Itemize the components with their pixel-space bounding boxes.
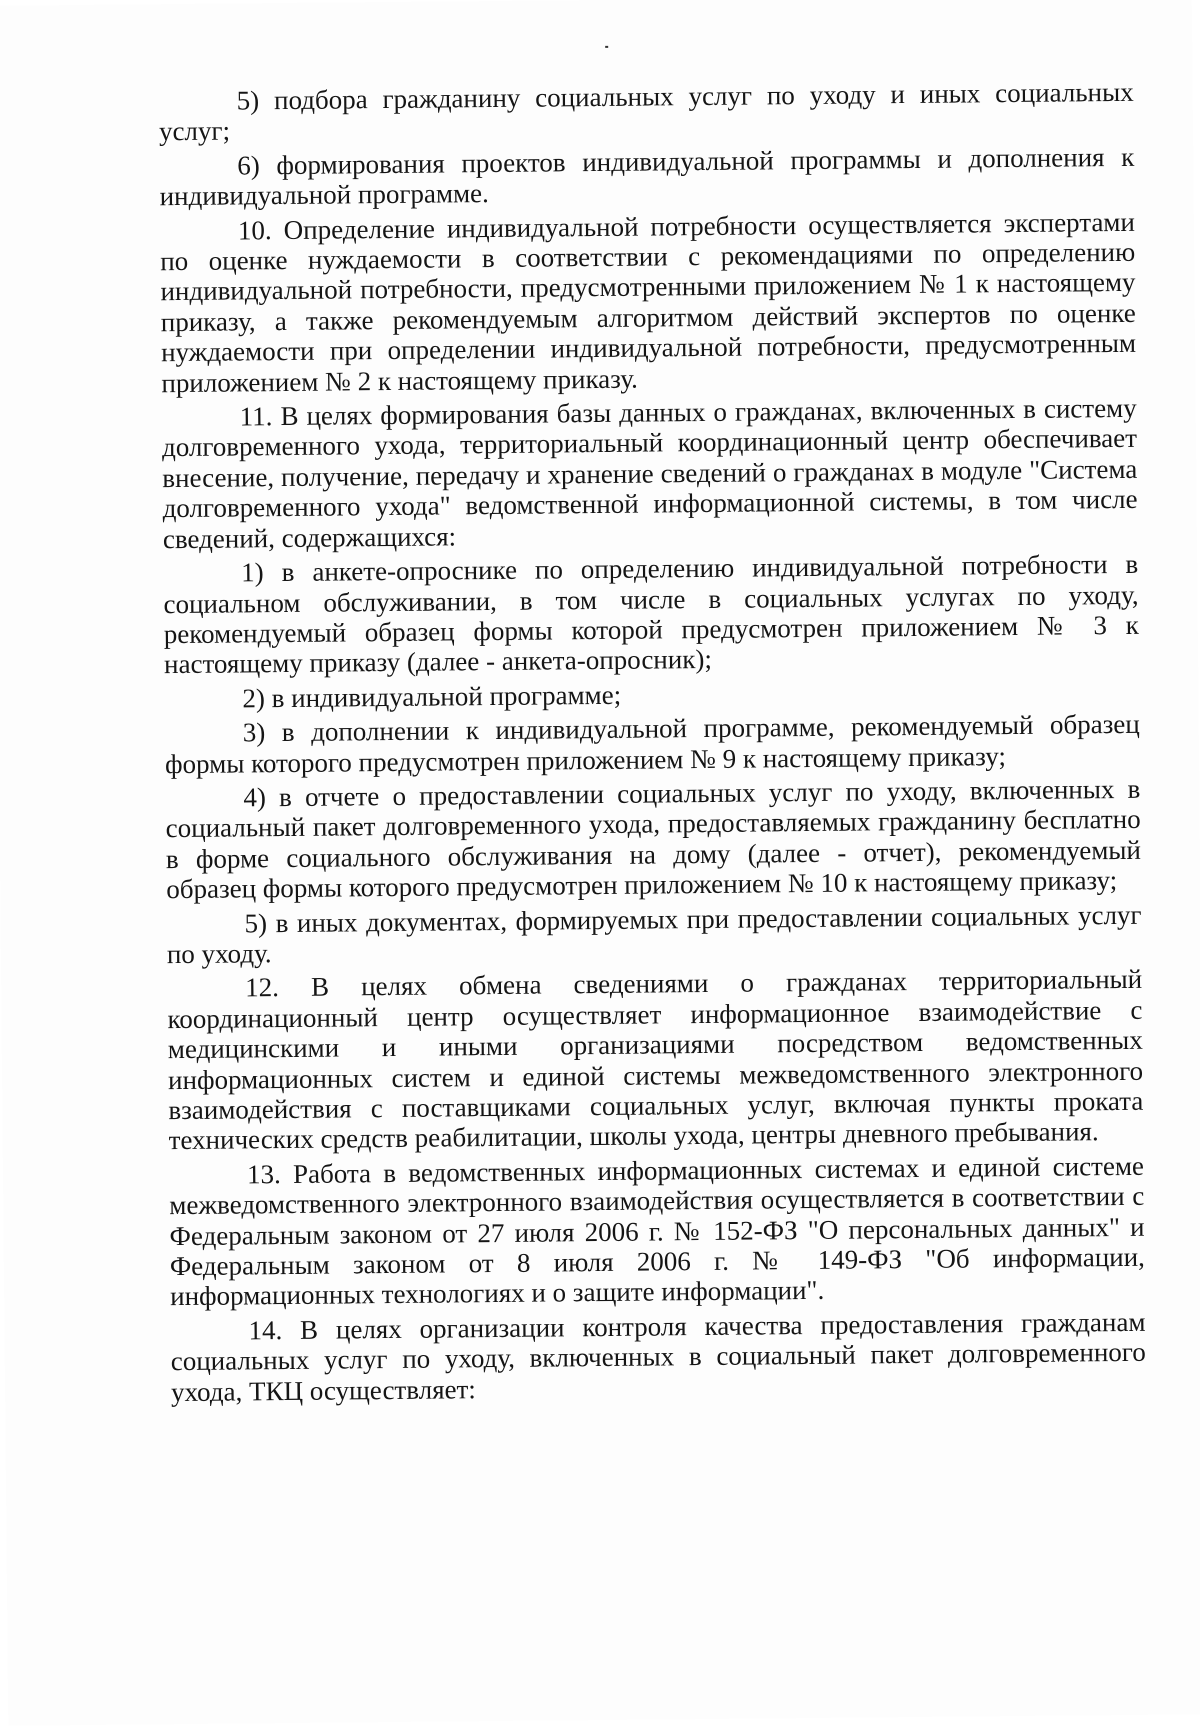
document-body xyxy=(159,77,1147,1411)
clause-11-item-4: 4) в отчете о предоставлении социальных услуг по уходу, включенных в социальный пакет долговременного ухода, предоставляемых гражданину бесплатно в форме социального обслуживания на дому (далее - отчет), рекомендуемый образец формы которого предусмотрен приложением № 10 к настоящему приказу; xyxy=(165,773,1142,905)
clause-10: 10. Определение индивидуальной потребности осуществляется экспертами по оценке нуждаемости в соответствии с рекомендациями по определению индивидуальной потребности, предусмотренными приложением № 1 к настоящему приказу, а также рекомендуемым алгоритмом действий экспертов по оценке нуждаемости при определении индивидуальной потребности, предусмотренным приложением № 2 к настоящему приказу. xyxy=(160,206,1137,398)
clause-13: 13. Работа в ведомственных информационных системах и единой системе межведомственного электронного взаимодействия осуществляется в соответствии с Федеральным законом от 27 июля 2006 г. № 152-ФЗ "О персональных данных" и Федеральным законом от 8 июля 2006 г. № 149-ФЗ "Об информации, информационных технологиях и о защите информации". xyxy=(169,1150,1145,1312)
clause-11-item-3: 3) в дополнении к индивидуальной программе, рекомендуемый образец формы которого предусмотрен приложением № 9 к настоящему приказу; xyxy=(164,708,1140,779)
clause-11-item-2: 2) в индивидуальной программе; xyxy=(242,679,622,714)
clause-11-item-1: 1) в анкете-опроснике по определению индивидуальной потребности в социальном обслуживании, в том числе в социальных услугах по уходу, рекомендуемый образец формы которой предусмотрен приложением № 3 к настоящему приказу (далее - анкета-опросник); xyxy=(163,548,1139,680)
clause-12: 12. В целях обмена сведениями о гражданах территориальный координационный центр осуществляет информационное взаимодействие с медицинскими и иными организациями посредством ведомственных информационных систем и единой системы межведомственного электронного взаимодействия с поставщиками социальных услуг, включая пункты проката технических средств реабилитации, школы ухода, центры дневного пребывания. xyxy=(167,964,1144,1156)
item-5-selection-of-services: 5) подбора гражданину социальных услуг по уходу и иных социальных услуг; xyxy=(158,76,1134,147)
clause-11-item-5: 5) в иных документах, формируемых при предоставлении социальных услуг по уходу. xyxy=(166,899,1142,970)
clause-14: 14. В целях организации контроля качества предоставления гражданам социальных услуг по уходу, включенных в социальный пакет долговременного ухода, ТКЦ осуществляет: xyxy=(170,1306,1146,1407)
clause-11: 11. В целях формирования базы данных о гражданах, включенных в систему долговременного ухода, территориальный координационный центр обеспечивает внесение, получение, передачу и хранение сведений о гражданах в модуле "Система долговременного ухода" ведомственной информационной системы, в том числе сведений, содержащихся: xyxy=(161,392,1138,554)
item-6-program-drafts: 6) формирования проектов индивидуальной программы и дополнения к индивидуальной программе. xyxy=(159,141,1135,212)
scan-speck xyxy=(605,46,608,48)
